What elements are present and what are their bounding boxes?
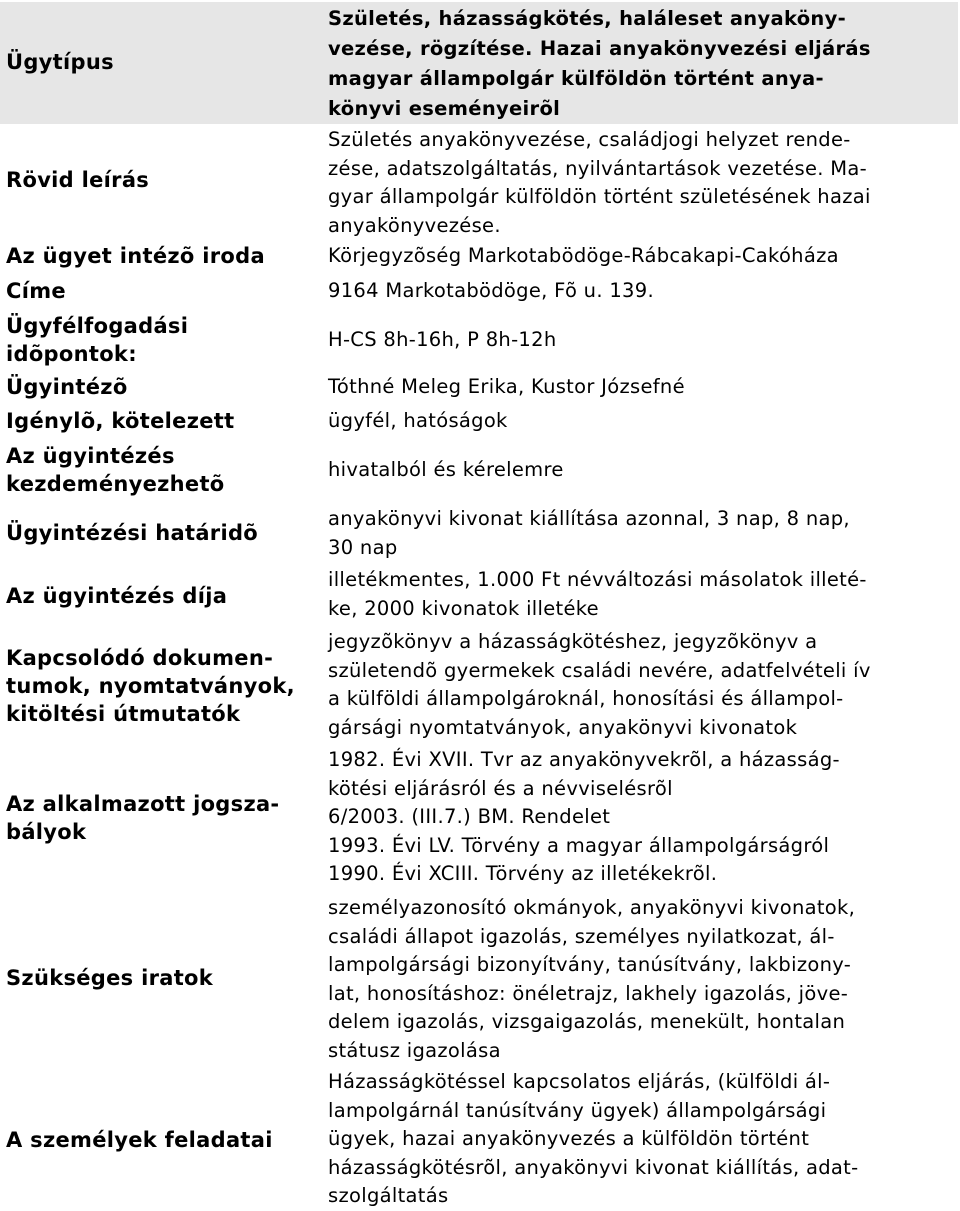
label-deadline: Ügyintézési határidõ <box>6 521 259 545</box>
row-personnel-tasks <box>0 1068 960 1210</box>
row-related-documents <box>0 628 960 746</box>
label-case-type: Ügytípus <box>6 50 114 74</box>
label-office: Az ügyet intézõ iroda <box>6 244 265 268</box>
row-case-type <box>0 2 960 124</box>
label-address: Címe <box>6 279 66 303</box>
row-address <box>0 277 960 309</box>
value-short-description: Születés anyakönyvezése, családjogi helyzet rende- zése, adatszolgáltatás, nyilvántartások vezetése. Ma- gyar állampolgár külföldön történt születésének hazai anyakönyvezése. <box>328 128 871 237</box>
row-initiation <box>0 442 960 504</box>
value-personnel-tasks: Házasságkötéssel kapcsolatos eljárás, (külföldi ál- lampolgárnál tanúsítvány ügyek) állampolgársági ügyek, hazai anyakönyvezés a külföldön történt házasságkötésrõl, anyakönyvi kivonat kiállítás, adat- szolgáltatás <box>328 1070 859 1207</box>
value-applicable-laws: 1982. Évi XVII. Tvr az anyakönyvekrõl, a házasság- kötési eljárásról és a névviselésrõl 6/2003. (III.7.) BM. Rendelet 1993. Évi LV. Törvény a magyar állampolgárságról 1990. Évi XCIII. Törvény az illetékekrõl. <box>328 748 840 885</box>
row-applicable-laws <box>0 746 960 894</box>
value-initiation: hivatalból és kérelemre <box>328 458 564 481</box>
label-required-documents: Szükséges iratok <box>6 966 214 990</box>
row-short-description <box>0 126 960 244</box>
label-initiation: Az ügyintézés kezdeményezhetõ <box>6 444 225 496</box>
label-fee: Az ügyintézés díja <box>6 584 228 608</box>
label-personnel-tasks: A személyek feladatai <box>6 1128 273 1152</box>
label-requester: Igénylõ, kötelezett <box>6 409 235 433</box>
value-required-documents: személyazonosító okmányok, anyakönyvi kivonatok, családi állapot igazolás, személyes nyilatkozat, ál- lampolgársági bizonyítvány, tanúsítvány, lakbizony- lat, honosításhoz: önéletrajz, lakhely igazolás, jöve- delem igazolás, vizsgaigazolás, menekült, hontalan státusz igazolása <box>328 896 856 1062</box>
row-administrator <box>0 373 960 405</box>
value-fee: illetékmentes, 1.000 Ft névváltozási másolatok illeté- ke, 2000 kivonatok illetéke <box>328 568 867 620</box>
label-short-description: Rövid leírás <box>6 168 150 192</box>
label-office-hours: Ügyfélfogadási idõpontok: <box>6 314 189 366</box>
value-office-hours: H-CS 8h-16h, P 8h-12h <box>328 328 557 351</box>
row-fee <box>0 566 960 626</box>
row-office <box>0 242 960 274</box>
label-related-documents: Kapcsolódó dokumen- tumok, nyomtatványok, kitöltési útmutatók <box>6 646 295 726</box>
label-applicable-laws: Az alkalmazott jogsza- bályok <box>6 792 280 844</box>
value-case-type: Születés, házasságkötés, haláleset anyaköny- vezése, rögzítése. Hazai anyakönyvezési eljárás magyar állampolgár külföldön történt anya- könyvi eseményeirõl <box>328 7 871 120</box>
value-address: 9164 Markotabödöge, Fõ u. 139. <box>328 279 654 302</box>
value-office: Körjegyzõség Markotabödöge-Rábcakapi-Cakóháza <box>328 244 839 267</box>
row-deadline <box>0 505 960 565</box>
value-administrator: Tóthné Meleg Erika, Kustor Józsefné <box>328 375 685 398</box>
row-required-documents <box>0 894 960 1070</box>
value-requester: ügyfél, hatóságok <box>328 409 508 432</box>
label-administrator: Ügyintézõ <box>6 375 128 399</box>
value-deadline: anyakönyvi kivonat kiállítása azonnal, 3 nap, 8 nap, 30 nap <box>328 507 850 559</box>
value-related-documents: jegyzõkönyv a házasságkötéshez, jegyzõkönyv a születendõ gyermekek családi nevére, adatfelvételi ív a külföldi állampolgároknál, honosítási és állampol- gársági nyomtatványok, anyakönyvi kivonatok <box>328 630 871 739</box>
row-office-hours <box>0 312 960 374</box>
row-requester <box>0 407 960 439</box>
